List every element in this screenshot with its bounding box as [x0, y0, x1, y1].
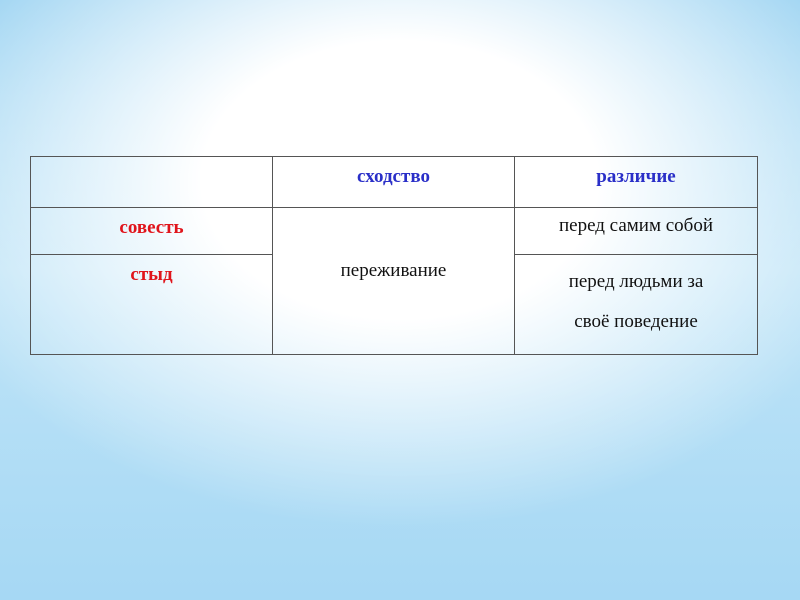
header-similarity-cell [273, 157, 515, 208]
header-empty-cell [31, 157, 273, 208]
difference-shame-line1: перед людьми за [568, 271, 704, 292]
header-difference-cell [515, 157, 758, 208]
table-row [31, 208, 758, 255]
difference-shame-line2: своё поведение [574, 311, 698, 332]
header-difference: различие [596, 166, 676, 187]
difference-cell [515, 208, 758, 255]
difference-shame [515, 255, 757, 342]
header-similarity: сходство [357, 166, 430, 187]
row-label-shame: стыд [130, 264, 173, 285]
similarity-cell [273, 208, 515, 355]
comparison-table [30, 156, 758, 355]
row-label-cell [31, 255, 273, 355]
difference-cell [515, 255, 758, 355]
row-label-conscience: совесть [119, 217, 184, 238]
row-label-cell [31, 208, 273, 255]
table-header-row [31, 157, 758, 208]
similarity-text: переживание [340, 260, 447, 281]
difference-conscience: перед самим собой [558, 215, 714, 236]
